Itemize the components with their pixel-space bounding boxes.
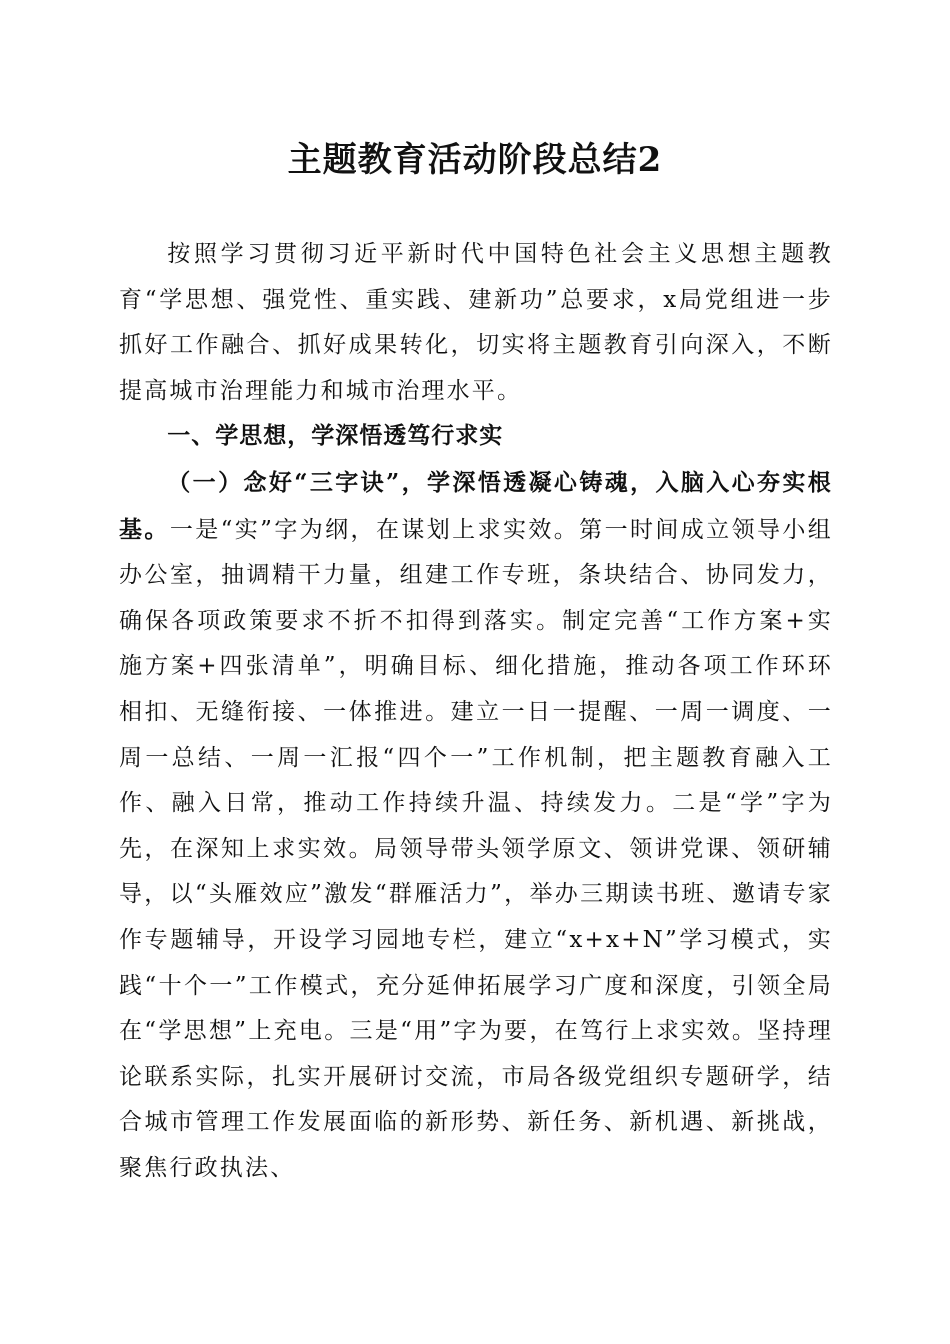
subsection-body: 一是“实”字为纲，在谋划上求实效。第一时间成立领导小组办公室，抽调精干力量，组建工作专班，条块结合、协同发力，确保各项政策要求不折不扣得到落实。制定完善“工作方案+实施方案+四张清单”，明确目标、细化措施，推动各项工作环环相扣、无缝衔接、一体推进。建立一日一提醒、一周一调度、一周一总结、一周一汇报“四个一”工作机制，把主题教育融入工作、融入日常，推动工作持续升温、持续发力。二是“学”字为先，在深知上求实效。局领导带头领学原文、领讲党课、领研辅导，以“头雁效应”激发“群雁活力”，举办三期读书班、邀请专家作专题辅导，开设学习园地专栏，建立“x+x+N”学习模式，实践“十个一”工作模式，充分延伸拓展学习广度和深度，引领全局在“学思想”上充电。三是“用”字为要，在笃行上求实效。坚持理论联系实际，扎实开展研讨交流，市局各级党组织专题研学，结合城市管理工作发展面临的新形势、新任务、新机遇、新挑战，聚焦行政执法、 (119, 516, 833, 1181)
subsection-paragraph (119, 460, 833, 1192)
document-body (119, 232, 833, 1191)
subsection-lead: （一）念好“三字诀”，学深悟透凝心铸魂，入脑入心夯实根基。 (119, 468, 833, 543)
section-heading: 一、学思想，学深悟透笃行求实 (167, 423, 504, 450)
intro-paragraph: 按照学习贯彻习近平新时代中国特色社会主义思想主题教育“学思想、强党性、重实践、建新功”总要求，x局党组进一步抓好工作融合、抓好成果转化，切实将主题教育引向深入，不断提高城市治理能力和城市治理水平。 (119, 241, 833, 404)
document-title: 主题教育活动阶段总结2 (287, 140, 663, 180)
